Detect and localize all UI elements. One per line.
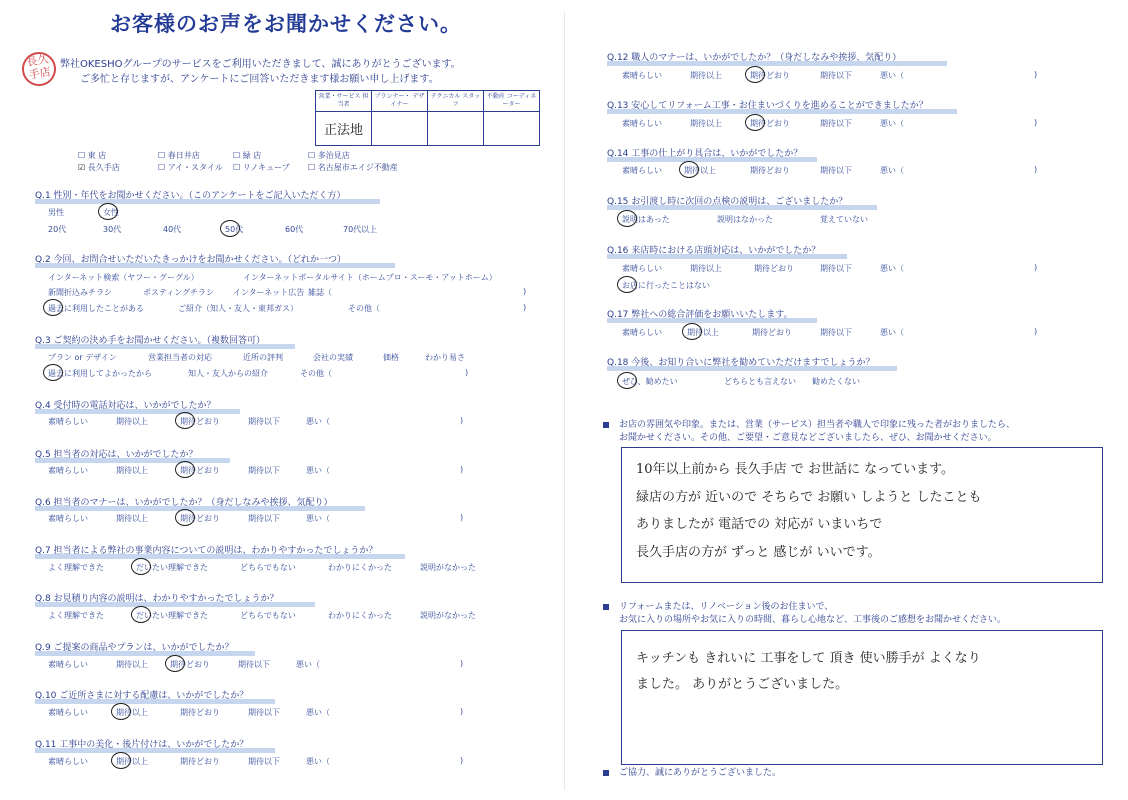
option[interactable]: よく理解できた bbox=[48, 611, 104, 620]
option-circled[interactable]: 期待以上 bbox=[116, 756, 148, 767]
option[interactable]: 期待以上 bbox=[116, 514, 148, 523]
option-circled[interactable]: 説明はあった bbox=[622, 214, 670, 225]
seal-stamp-icon: 長久 手店 bbox=[19, 49, 58, 88]
question-18-options bbox=[622, 376, 922, 388]
option[interactable]: 期待以上 bbox=[690, 119, 722, 128]
staff-value bbox=[484, 112, 540, 146]
staff-header: 営業・サービス 担当者 bbox=[316, 91, 372, 112]
staff-header: 不動産 コーディネーター bbox=[484, 91, 540, 112]
option: ) bbox=[1034, 118, 1038, 127]
option-circled[interactable]: 女性 bbox=[103, 207, 119, 218]
option: ) bbox=[460, 465, 464, 474]
question-3-options bbox=[48, 352, 558, 382]
comment-box-2[interactable] bbox=[621, 630, 1103, 765]
question-15: Q.15 お引渡し時に次回の点検の説明は、ございましたか？ bbox=[607, 194, 847, 207]
question-17-options bbox=[622, 327, 1062, 339]
option[interactable]: 素晴らしい bbox=[48, 466, 88, 475]
option-circled[interactable]: だいたい理解できた bbox=[136, 610, 208, 621]
option[interactable]: 期待どおり bbox=[754, 264, 794, 273]
option[interactable]: 期待以上 bbox=[690, 71, 722, 80]
handwritten-line: 緑店の方が 近いので そちらで お願い しようと したことも bbox=[636, 490, 982, 505]
option[interactable]: 新聞折込みチラシ bbox=[48, 288, 112, 297]
store-checkbox-istyle[interactable]: ☐ アイ・スタイル bbox=[158, 163, 223, 172]
question-12-options bbox=[622, 70, 1062, 82]
option: ) bbox=[460, 659, 464, 668]
option[interactable]: 期待以下 bbox=[248, 417, 280, 426]
page-title: お客様のお声をお聞かせください。 bbox=[110, 12, 462, 36]
option[interactable]: 雑誌（ bbox=[308, 288, 332, 297]
question-16-options bbox=[622, 263, 1062, 293]
comment-box-1[interactable] bbox=[621, 447, 1103, 583]
option-circled[interactable]: 期待以上 bbox=[684, 165, 716, 176]
option[interactable]: 期待以上 bbox=[116, 466, 148, 475]
store-checkbox-tajimi[interactable]: ☐ 多治見店 bbox=[308, 151, 350, 160]
option[interactable]: 素晴らしい bbox=[48, 708, 88, 717]
question-9-options bbox=[48, 659, 508, 671]
option[interactable]: 営業担当者の対応 bbox=[148, 353, 212, 362]
option[interactable]: 期待どおり bbox=[180, 708, 220, 717]
option-circled[interactable]: だいたい理解できた bbox=[136, 562, 208, 573]
option[interactable]: 悪い（ bbox=[880, 71, 904, 80]
option[interactable]: ポスティングチラシ bbox=[143, 288, 215, 297]
option[interactable]: その他（ bbox=[348, 304, 380, 313]
option[interactable]: わかり易さ bbox=[425, 353, 465, 362]
option[interactable]: よく理解できた bbox=[48, 563, 104, 572]
option[interactable]: 期待以下 bbox=[820, 328, 852, 337]
question-1-options bbox=[48, 207, 548, 235]
intro-line-2: ご多忙と存じますが、アンケートにご回答いただきます様お願い申し上げます。 bbox=[80, 74, 439, 85]
option[interactable]: 期待以下 bbox=[238, 660, 270, 669]
option[interactable]: 素晴らしい bbox=[622, 166, 662, 175]
option-circled[interactable]: 期待どおり bbox=[180, 465, 220, 476]
option[interactable]: 期待以下 bbox=[820, 71, 852, 80]
question-7: Q.7 担当者による弊社の事業内容についての説明は、わかりやすかったでしょうか？ bbox=[35, 543, 377, 556]
option[interactable]: 期待以上 bbox=[690, 264, 722, 273]
option[interactable]: 素晴らしい bbox=[48, 660, 88, 669]
store-label: 緑 店 bbox=[242, 151, 262, 160]
option-circled[interactable]: 期待以上 bbox=[116, 707, 148, 718]
handwritten-line: キッチンも きれいに 工事をして 頂き 使い勝手が よくなり bbox=[636, 651, 981, 666]
store-label: 名古屋市エイジ不動産 bbox=[317, 163, 398, 172]
question-11: Q.11 工事中の美化・後片付けは、いかがでしたか？ bbox=[35, 737, 248, 750]
option[interactable]: 素晴らしい bbox=[622, 328, 662, 337]
store-label: リノキューブ bbox=[242, 163, 290, 172]
option[interactable]: ご紹介（知人・友人・東邦ガス） bbox=[178, 304, 298, 313]
question-13-options bbox=[622, 118, 1062, 130]
option: ) bbox=[460, 707, 464, 716]
store-label: 東 店 bbox=[87, 151, 107, 160]
thanks-message: ご協力、誠にありがとうございました。 bbox=[603, 767, 781, 780]
option[interactable]: 期待以下 bbox=[820, 119, 852, 128]
question-2: Q.2 今回、お問合せいただいたきっかけをお聞かせください。（どれか一つ） bbox=[35, 252, 346, 265]
option[interactable]: 悪い（ bbox=[306, 417, 330, 426]
option[interactable]: 男性 bbox=[48, 208, 64, 217]
staff-value bbox=[428, 112, 484, 146]
store-checkbox-midori[interactable]: ☐ 緑 店 bbox=[233, 151, 262, 160]
option[interactable]: 期待以下 bbox=[248, 466, 280, 475]
option-circled[interactable]: お店に行ったことはない bbox=[622, 280, 710, 291]
option[interactable]: 悪い（ bbox=[296, 660, 320, 669]
option[interactable]: どちらでもない bbox=[240, 563, 296, 572]
option[interactable]: 悪い（ bbox=[306, 466, 330, 475]
option-circled[interactable]: ぜひ、勧めたい bbox=[622, 376, 678, 387]
option[interactable]: 悪い（ bbox=[880, 119, 904, 128]
intro-line-1: 弊社OKESHOグループのサービスをご利用いただきまして、誠にありがとうございます。 bbox=[60, 59, 461, 70]
option[interactable]: 素晴らしい bbox=[622, 264, 662, 273]
option: ) bbox=[1034, 70, 1038, 79]
option[interactable]: 悪い（ bbox=[880, 166, 904, 175]
option-circled[interactable]: 期待どおり bbox=[750, 118, 790, 129]
option[interactable]: どちらでもない bbox=[240, 611, 296, 620]
store-checkbox-renocube[interactable]: ☐ リノキューブ bbox=[233, 163, 290, 172]
question-14: Q.14 工事の仕上がり具合は、いかがでしたか？ bbox=[607, 146, 802, 159]
question-16: Q.16 来店時における店頭対応は、いかがでしたか？ bbox=[607, 243, 820, 256]
question-2-options bbox=[48, 272, 558, 317]
column-divider bbox=[564, 12, 565, 790]
option[interactable]: 期待どおり bbox=[180, 757, 220, 766]
option[interactable]: 悪い（ bbox=[306, 514, 330, 523]
option: ) bbox=[460, 756, 464, 765]
option[interactable]: 70代以上 bbox=[343, 225, 378, 234]
option[interactable]: 悪い（ bbox=[306, 708, 330, 717]
store-label: アイ・スタイル bbox=[167, 163, 223, 172]
option: ) bbox=[1034, 165, 1038, 174]
option[interactable]: プラン or デザイン bbox=[48, 353, 117, 362]
option[interactable]: 説明はなかった bbox=[717, 215, 773, 224]
question-4-options bbox=[48, 416, 508, 428]
question-3: Q.3 ご契約の決め手をお聞かせください。（複数回答可） bbox=[35, 333, 265, 346]
store-label: 春日井店 bbox=[167, 151, 200, 160]
question-6: Q.6 担当者のマナーは、いかがでしたか？（身だしなみや挨拶、気配り） bbox=[35, 495, 333, 508]
question-5-options bbox=[48, 465, 508, 477]
question-10: Q.10 ご近所さまに対する配慮は、いかがでしたか？ bbox=[35, 688, 248, 701]
question-6-options bbox=[48, 513, 508, 525]
staff-value bbox=[372, 112, 428, 146]
question-12: Q.12 職人のマナーは、いかがでしたか？（身だしなみや挨拶、気配り） bbox=[607, 50, 901, 63]
store-label: 長久手店 bbox=[87, 163, 120, 172]
bullet-square-icon bbox=[603, 770, 609, 776]
option[interactable]: 素晴らしい bbox=[622, 119, 662, 128]
option-circled[interactable]: 期待以上 bbox=[687, 327, 719, 338]
question-8: Q.8 お見積り内容の説明は、わかりやすかったでしょうか？ bbox=[35, 591, 279, 604]
question-17: Q.17 弊社への総合評価をお願いいたします。 bbox=[607, 307, 793, 320]
option[interactable]: 20代 bbox=[48, 225, 67, 234]
option[interactable]: 期待どおり bbox=[750, 166, 790, 175]
option[interactable]: 期待以下 bbox=[248, 708, 280, 717]
option-circled[interactable]: 期待どおり bbox=[180, 513, 220, 524]
question-1: Q.1 性別・年代をお聞かせください。（このアンケートをご記入いただく方） bbox=[35, 188, 346, 201]
option[interactable]: 期待以下 bbox=[248, 757, 280, 766]
option[interactable]: インターネット広告 bbox=[233, 288, 305, 297]
option[interactable]: 素晴らしい bbox=[48, 417, 88, 426]
option[interactable]: 期待以下 bbox=[820, 264, 852, 273]
store-label: 多治見店 bbox=[317, 151, 350, 160]
option[interactable]: 素晴らしい bbox=[622, 71, 662, 80]
question-4: Q.4 受付時の電話対応は、いかがでしたか？ bbox=[35, 398, 216, 411]
option-circled[interactable]: 期待どおり bbox=[750, 70, 790, 81]
option: ) bbox=[1034, 327, 1038, 336]
option[interactable]: 素晴らしい bbox=[48, 757, 88, 766]
question-15-options bbox=[622, 214, 922, 226]
option[interactable]: 近所の評判 bbox=[243, 353, 283, 362]
option: ) bbox=[460, 416, 464, 425]
option[interactable]: 知人・友人からの紹介 bbox=[188, 369, 268, 378]
option[interactable]: 悪い（ bbox=[880, 264, 904, 273]
question-9: Q.9 ご提案の商品やプランは、いかがでしたか？ bbox=[35, 640, 234, 653]
store-checkbox-kasugai[interactable]: ☐ 春日井店 bbox=[158, 151, 200, 160]
option: ) bbox=[523, 303, 527, 312]
handwritten-line: 長久手店の方が ずっと 感じが いいです。 bbox=[636, 545, 881, 560]
option[interactable]: わかりにくかった bbox=[328, 611, 392, 620]
option: ) bbox=[460, 513, 464, 522]
question-11-options bbox=[48, 756, 508, 768]
staff-value: 正法地 bbox=[316, 112, 372, 146]
option-circled[interactable]: 50代 bbox=[225, 224, 243, 235]
option[interactable]: 説明がなかった bbox=[420, 563, 476, 572]
handwritten-line: ました。 ありがとうございました。 bbox=[636, 677, 849, 692]
option-circled[interactable]: 期待どおり bbox=[170, 659, 210, 670]
store-checkbox-nagoya-age[interactable]: ☐ 名古屋市エイジ不動産 bbox=[308, 163, 398, 172]
question-7-options bbox=[48, 562, 518, 574]
option[interactable]: わかりにくかった bbox=[328, 563, 392, 572]
option-circled[interactable]: 過去に利用してよかったから bbox=[48, 368, 152, 379]
option[interactable]: 期待以下 bbox=[820, 166, 852, 175]
option: ) bbox=[523, 287, 527, 296]
option[interactable]: 悪い（ bbox=[306, 757, 330, 766]
option[interactable]: どちらとも言えない bbox=[724, 377, 796, 386]
option[interactable]: その他（ bbox=[300, 369, 332, 378]
bullet-square-icon bbox=[603, 422, 609, 428]
staff-header: テクニカル スタッフ bbox=[428, 91, 484, 112]
staff-header: プランナー・ デザイナー bbox=[372, 91, 428, 112]
option[interactable]: 30代 bbox=[103, 225, 122, 234]
question-10-options bbox=[48, 707, 508, 719]
option[interactable]: インターネット検索（ヤフー・グーグル） bbox=[48, 273, 199, 282]
store-checkbox-higashi[interactable]: ☐ 東 店 bbox=[78, 151, 107, 160]
option[interactable]: 60代 bbox=[285, 225, 304, 234]
question-14-options bbox=[622, 165, 1062, 177]
option-circled[interactable]: 過去に利用したことがある bbox=[48, 303, 144, 314]
option[interactable]: 期待以上 bbox=[116, 660, 148, 669]
question-5: Q.5 担当者の対応は、いかがでしたか？ bbox=[35, 447, 198, 460]
option[interactable]: 会社の実績 bbox=[313, 353, 353, 362]
option[interactable]: 勧めたくない bbox=[812, 377, 860, 386]
option[interactable]: 素晴らしい bbox=[48, 514, 88, 523]
option: ) bbox=[465, 368, 469, 377]
question-18: Q.18 今後、お知り合いに弊社を勧めていただけますでしょうか？ bbox=[607, 355, 875, 368]
comment-section-2-prompt: リフォームまたは、リノベーション後のお住まいで、 お気に入りの場所やお気に入りの時間、暮らし心地など、工事後のご感想をお聞かせください。 bbox=[603, 601, 1006, 627]
option[interactable]: 悪い（ bbox=[880, 328, 904, 337]
question-13: Q.13 安心してリフォーム工事・お住まいづくりを進めることができましたか？ bbox=[607, 98, 928, 111]
store-checklist bbox=[78, 150, 438, 175]
handwritten-line: ありましたが 電話での 対応が いまいちで bbox=[636, 517, 883, 532]
handwritten-line: 10年以上前から 長久手店 で お世話に なっています。 bbox=[636, 462, 955, 477]
option[interactable]: 価格 bbox=[383, 353, 399, 362]
option[interactable]: 40代 bbox=[163, 225, 182, 234]
option[interactable]: 説明がなかった bbox=[420, 611, 476, 620]
option[interactable]: 期待どおり bbox=[752, 328, 792, 337]
question-8-options bbox=[48, 610, 518, 622]
option: ) bbox=[1034, 263, 1038, 272]
option[interactable]: インターネットポータルサイト（ホームプロ・スーモ・アットホーム） bbox=[243, 273, 497, 282]
comment-section-1-prompt: お店の雰囲気や印象。または、営業（サービス）担当者や職人で印象に残った者がおりましたら、 お聞かせください。その他、ご要望・ご意見などございましたら、ぜひ、お聞かせください。 bbox=[603, 419, 1015, 445]
option[interactable]: 覚えていない bbox=[820, 215, 868, 224]
option[interactable]: 期待以下 bbox=[248, 514, 280, 523]
option-circled[interactable]: 期待どおり bbox=[180, 416, 220, 427]
option[interactable]: 期待以上 bbox=[116, 417, 148, 426]
staff-table bbox=[315, 90, 540, 146]
bullet-square-icon bbox=[603, 604, 609, 610]
store-checkbox-nagakute[interactable]: ☑ 長久手店 bbox=[78, 163, 120, 172]
